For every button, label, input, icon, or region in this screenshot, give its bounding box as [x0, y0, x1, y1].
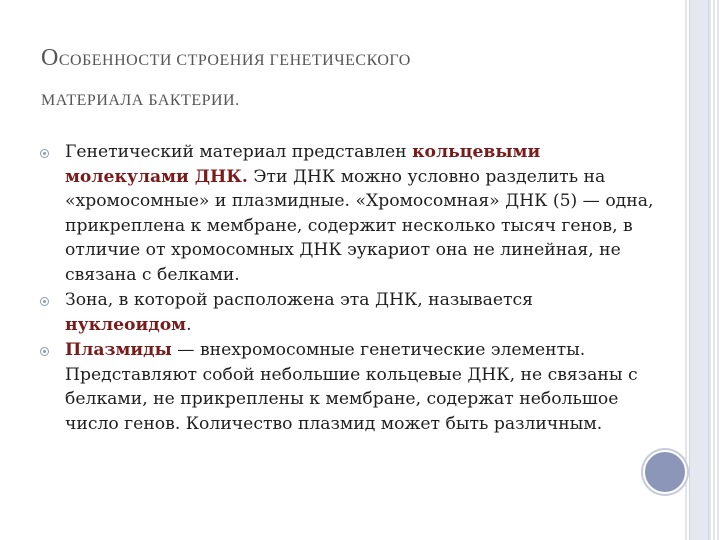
- bullet-item: [40, 140, 660, 287]
- bullet-text: Генетический материал представлен: [65, 142, 413, 162]
- decorative-strip-bar: [689, 0, 709, 540]
- title-line-1: [41, 38, 661, 81]
- bullet-emphasis: Плазмиды: [65, 340, 172, 360]
- decorative-circle: [643, 450, 687, 494]
- bullet-emphasis: нуклеоидом: [65, 314, 187, 335]
- bullet-circle-icon: [40, 297, 49, 306]
- bullet-list: [40, 140, 660, 437]
- bullet-item: [40, 288, 660, 337]
- slide-title: [41, 38, 661, 121]
- bullet-text: — внехромосомные генетические элементы. Представляют собой небольшие кольцевые ДНК, не связаны с белками, не прикреплены к мембране, содержат небольшое число генов. Количество плазмид может быть различным.: [65, 340, 638, 434]
- title-line-2-text: МАТЕРИАЛА БАКТЕРИИ.: [41, 92, 240, 109]
- title-line-1-text: СОБЕННОСТИ СТРОЕНИЯ ГЕНЕТИЧЕСКОГО: [58, 52, 411, 69]
- bullet-text: Зона, в которой расположена эта ДНК, называется: [65, 290, 533, 310]
- decorative-side-strip: [683, 0, 720, 540]
- title-initial-cap: О: [41, 45, 59, 71]
- title-line-2: [41, 81, 661, 121]
- bullet-circle-icon: [40, 347, 49, 356]
- bullet-circle-icon: [40, 149, 49, 158]
- bullet-item: [40, 338, 660, 436]
- bullet-emphasis: кольцевыми молекулами ДНК.: [65, 142, 541, 187]
- bullet-text: Эти ДНК можно условно разделить на «хромосомные» и плазмидные. «Хромосомная» ДНК (5) — одна, прикреплена к мембране, содержит несколько тысяч генов, в отличие от хромосомных ДНК эукариот она не линейная, не связана с белками.: [65, 166, 654, 285]
- bullet-text: .: [186, 314, 192, 335]
